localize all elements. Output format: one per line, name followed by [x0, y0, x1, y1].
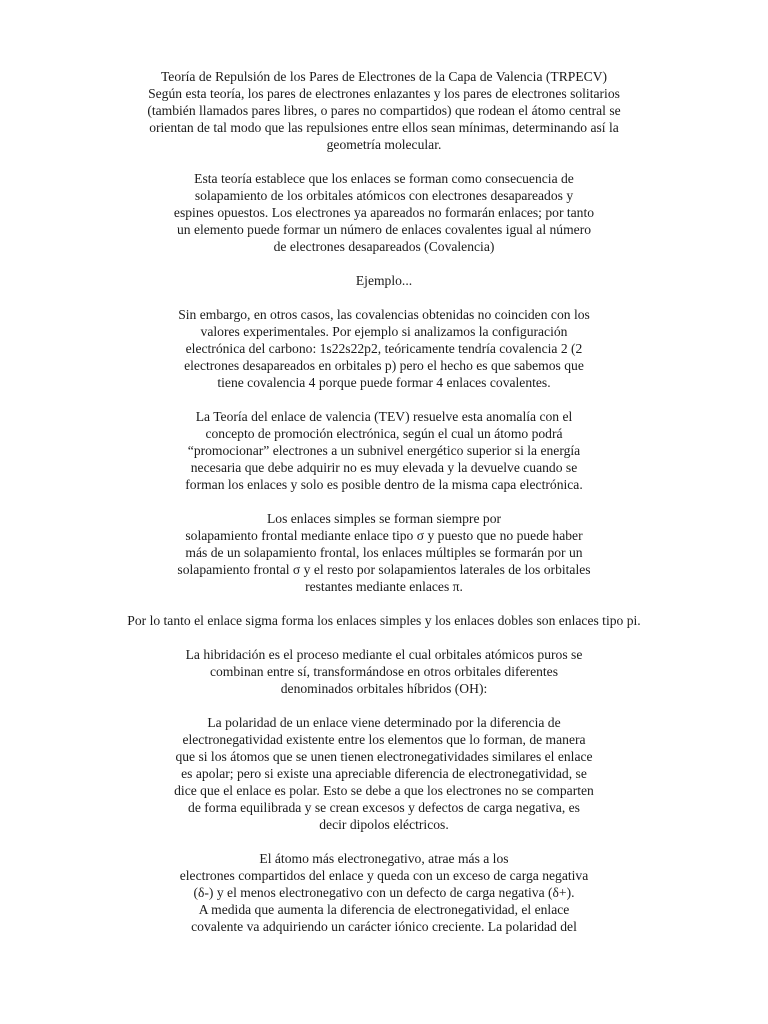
document-paragraph — [80, 850, 688, 935]
text-line: La Teoría del enlace de valencia (TEV) resuelve esta anomalía con el — [195, 409, 573, 424]
text-line: solapamiento frontal σ y el resto por solapamientos laterales de los orbitales — [177, 562, 591, 577]
document-paragraph — [80, 408, 688, 493]
text-line: Por lo tanto el enlace sigma forma los enlaces simples y los enlaces dobles son enlaces tipo pi. — [127, 613, 641, 628]
text-line: de forma equilibrada y se crean excesos y defectos de carga negativa, es — [188, 800, 580, 815]
text-line: es apolar; pero si existe una apreciable diferencia de electronegatividad, se — [181, 766, 587, 781]
text-line: decir dipolos eléctricos. — [319, 817, 449, 832]
document-paragraph — [80, 306, 688, 391]
text-line: electronegatividad existente entre los elementos que lo forman, de manera — [182, 732, 586, 747]
text-line: “promocionar” electrones a un subnivel energético superior si la energía — [187, 443, 581, 458]
text-line: electrónica del carbono: 1s22s22p2, teóricamente tendría covalencia 2 (2 — [185, 341, 583, 356]
text-line: La polaridad de un enlace viene determinado por la diferencia de — [207, 715, 561, 730]
text-line: denominados orbitales híbridos (OH): — [280, 681, 488, 696]
text-line: valores experimentales. Por ejemplo si analizamos la configuración — [200, 324, 568, 339]
text-line: electrones desapareados en orbitales p) pero el hecho es que sabemos que — [184, 358, 584, 373]
document-paragraph — [80, 170, 688, 255]
text-line: de electrones desapareados (Covalencia) — [273, 239, 495, 254]
text-line: tiene covalencia 4 porque puede formar 4 enlaces covalentes. — [217, 375, 551, 390]
text-line: covalente va adquiriendo un carácter iónico creciente. La polaridad del — [191, 919, 577, 934]
text-line: solapamiento de los orbitales atómicos con electrones desapareados y — [194, 188, 574, 203]
text-line: Ejemplo... — [355, 273, 413, 288]
text-line: A medida que aumenta la diferencia de electronegatividad, el enlace — [198, 902, 570, 917]
document-paragraph — [80, 714, 688, 833]
text-line: El átomo más electronegativo, atrae más a los — [259, 851, 509, 866]
document-paragraph — [80, 272, 688, 289]
document-paragraph — [80, 68, 688, 153]
text-line: Los enlaces simples se forman siempre por — [266, 511, 502, 526]
text-line: dice que el enlace es polar. Esto se debe a que los electrones no se comparten — [174, 783, 594, 798]
text-line: forman los enlaces y solo es posible dentro de la misma capa electrónica. — [185, 477, 583, 492]
document-paragraph — [80, 646, 688, 697]
text-line: restantes mediante enlaces π. — [305, 579, 463, 594]
text-line: Teoría de Repulsión de los Pares de Electrones de la Capa de Valencia (TRPECV) — [160, 69, 608, 84]
text-line: combinan entre sí, transformándose en otros orbitales diferentes — [209, 664, 559, 679]
text-line: Sin embargo, en otros casos, las covalencias obtenidas no coinciden con los — [178, 307, 590, 322]
document-paragraph — [80, 612, 688, 629]
text-line: Esta teoría establece que los enlaces se forman como consecuencia de — [194, 171, 574, 186]
text-line: (δ-) y el menos electronegativo con un defecto de carga negativa (δ+). — [193, 885, 575, 900]
text-line: concepto de promoción electrónica, según el cual un átomo podrá — [205, 426, 563, 441]
text-line: que si los átomos que se unen tienen electronegatividades similares el enlace — [175, 749, 593, 764]
text-line: espines opuestos. Los electrones ya apareados no formarán enlaces; por tanto — [173, 205, 595, 220]
document-body — [80, 68, 688, 952]
document-paragraph — [80, 510, 688, 595]
text-line: Según esta teoría, los pares de electrones enlazantes y los pares de electrones solitarios — [148, 86, 620, 101]
text-line: geometría molecular. — [326, 137, 442, 152]
text-line: electrones compartidos del enlace y queda con un exceso de carga negativa — [179, 868, 589, 883]
text-line: más de un solapamiento frontal, los enlaces múltiples se formarán por un — [185, 545, 583, 560]
text-line: (también llamados pares libres, o pares no compartidos) que rodean el átomo central se — [147, 103, 621, 118]
text-line: necesaria que debe adquirir no es muy elevada y la devuelve cuando se — [190, 460, 578, 475]
text-line: La hibridación es el proceso mediante el cual orbitales atómicos puros se — [185, 647, 583, 662]
text-line: un elemento puede formar un número de enlaces covalentes igual al número — [176, 222, 592, 237]
text-line: solapamiento frontal mediante enlace tipo σ y puesto que no puede haber — [185, 528, 583, 543]
text-line: orientan de tal modo que las repulsiones entre ellos sean mínimas, determinando así la — [149, 120, 619, 135]
